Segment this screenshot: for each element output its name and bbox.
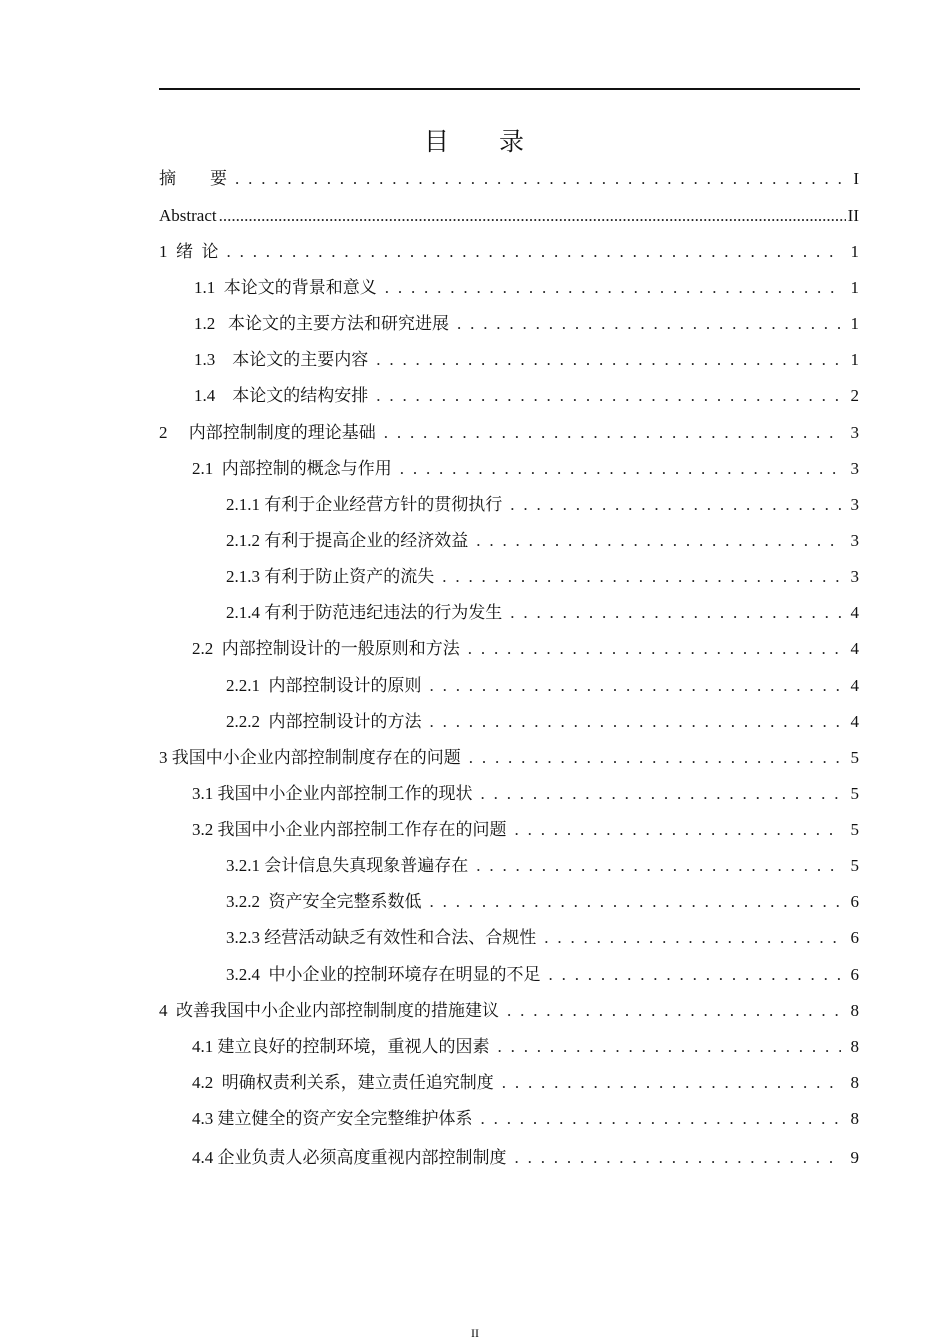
toc-entry-abstract-en[interactable] (159, 204, 859, 228)
toc-label: 3.2.3 经营活动缺乏有效性和合法、合规性 (226, 928, 537, 947)
toc-entry-2-1[interactable] (192, 457, 859, 481)
toc-page: 8 (850, 1037, 859, 1056)
toc-entry-4-1[interactable] (192, 1035, 859, 1059)
page-number-footer: II (471, 1326, 479, 1340)
toc-leader (376, 384, 841, 408)
toc-leader (498, 1035, 842, 1059)
toc-page: 9 (850, 1148, 859, 1167)
toc-label: Abstract (159, 206, 217, 225)
toc-leader (549, 963, 842, 987)
toc-page: 1 (850, 278, 859, 297)
toc-page: 5 (850, 856, 859, 875)
toc-leader (515, 1146, 842, 1170)
toc-leader (544, 926, 841, 950)
toc-leader (507, 999, 841, 1023)
toc-page: 1 (850, 350, 859, 369)
toc-leader (384, 421, 841, 445)
toc-leader (430, 890, 842, 914)
toc-entry-3-2[interactable] (192, 818, 859, 842)
toc-entry-3-2-1[interactable] (226, 854, 859, 878)
toc-page: 3 (850, 459, 859, 478)
toc-leader (476, 854, 841, 878)
toc-label: 4 改善我国中小企业内部控制制度的措施建议 (159, 1001, 499, 1020)
toc-page: 6 (850, 928, 859, 947)
toc-entry-abstract-cn[interactable] (159, 167, 859, 191)
toc-leader (481, 1107, 842, 1131)
toc-entry-4-3[interactable] (192, 1107, 859, 1131)
toc-label: 2.2 内部控制设计的一般原则和方法 (192, 639, 460, 658)
toc-leader (502, 1071, 841, 1095)
toc-page: 3 (850, 495, 859, 514)
toc-page: 1 (850, 314, 859, 333)
title-char-1: 目 (423, 129, 451, 156)
toc-entry-2-1-2[interactable] (226, 529, 859, 553)
toc-entry-2-2-1[interactable] (226, 674, 859, 698)
toc-label: 2.1.1 有利于企业经营方针的贯彻执行 (226, 495, 503, 514)
toc-leader (430, 710, 842, 734)
toc-leader (227, 240, 842, 264)
toc-page: 3 (850, 423, 859, 442)
toc-page: 1 (850, 242, 859, 261)
toc-page: 3 (850, 531, 859, 550)
toc-label: 4.1 建立良好的控制环境，重视人的因素 (192, 1037, 490, 1056)
toc-label: 3.1 我国中小企业内部控制工作的现状 (192, 784, 473, 803)
toc-label: 2.2.1 内部控制设计的原则 (226, 676, 422, 695)
toc-page: 8 (850, 1109, 859, 1128)
toc-label: 3.2.1 会计信息失真现象普遍存在 (226, 856, 469, 875)
toc-page: 4 (850, 603, 859, 622)
toc-leader (235, 167, 841, 191)
toc-label: 2.1.4 有利于防范违纪违法的行为发生 (226, 603, 503, 622)
toc-leader (515, 818, 842, 842)
toc-label: 3.2.4 中小企业的控制环境存在明显的不足 (226, 965, 541, 984)
toc-leader (400, 457, 841, 481)
toc-entry-2-1-3[interactable] (226, 565, 859, 589)
toc-leader (469, 746, 841, 770)
toc-label: 1.3 本论文的主要内容 (194, 350, 369, 369)
toc-page: 4 (850, 712, 859, 731)
toc-entry-1-3[interactable] (194, 348, 859, 372)
toc-entry-1[interactable] (159, 240, 859, 264)
toc-entry-3-2-3[interactable] (226, 926, 859, 950)
toc-entry-4-4[interactable] (192, 1146, 859, 1170)
toc-label: 4.3 建立健全的资产安全完整维护体系 (192, 1109, 473, 1128)
toc-page: 5 (850, 748, 859, 767)
toc-entry-3-1[interactable] (192, 782, 859, 806)
toc-page: 2 (850, 386, 859, 405)
header-rule (159, 88, 860, 90)
toc-label: 2 内部控制制度的理论基础 (159, 423, 376, 442)
toc-label: 1.2 本论文的主要方法和研究进展 (194, 314, 449, 333)
toc-page: I (853, 169, 859, 188)
page-title (0, 122, 950, 158)
toc-entry-3-2-2[interactable] (226, 890, 859, 914)
toc-leader (468, 637, 841, 661)
toc-label: 2.1 内部控制的概念与作用 (192, 459, 392, 478)
toc-label: 3.2.2 资产安全完整系数低 (226, 892, 422, 911)
toc-leader (430, 674, 842, 698)
toc-label: 2.2.2 内部控制设计的方法 (226, 712, 422, 731)
toc-label: 4.2 明确权责利关系，建立责任追究制度 (192, 1073, 494, 1092)
toc-label: 4.4 企业负责人必须高度重视内部控制制度 (192, 1148, 507, 1167)
toc-entry-4-2[interactable] (192, 1071, 859, 1095)
toc-leader (510, 493, 841, 517)
toc-entry-2-2-2[interactable] (226, 710, 859, 734)
toc-page: 5 (850, 784, 859, 803)
toc-leader (510, 601, 841, 625)
toc-leader (219, 204, 846, 228)
toc-entry-1-2[interactable] (194, 312, 859, 336)
toc-label: 1.1 本论文的背景和意义 (194, 278, 377, 297)
toc-leader (376, 348, 841, 372)
toc-page: 4 (850, 639, 859, 658)
toc-entry-2-2[interactable] (192, 637, 859, 661)
toc-page: 8 (850, 1001, 859, 1020)
toc-label: 3.2 我国中小企业内部控制工作存在的问题 (192, 820, 507, 839)
toc-label: 2.1.3 有利于防止资产的流失 (226, 567, 435, 586)
toc-label: 1 绪 论 (159, 242, 219, 261)
toc-entry-2[interactable] (159, 421, 859, 445)
toc-label: 1.4 本论文的结构安排 (194, 386, 369, 405)
toc-page: II (847, 206, 859, 225)
title-char-2: 录 (499, 129, 527, 156)
toc-entry-4[interactable] (159, 999, 859, 1023)
toc-page: 5 (850, 820, 859, 839)
toc-entry-3[interactable] (159, 746, 859, 770)
toc-leader (476, 529, 841, 553)
toc-label: 3 我国中小企业内部控制制度存在的问题 (159, 748, 461, 767)
toc-page: 8 (850, 1073, 859, 1092)
toc-leader (385, 276, 841, 300)
toc-page: 6 (850, 965, 859, 984)
toc-page: 6 (850, 892, 859, 911)
toc-label: 摘 要 (159, 169, 227, 188)
toc-page: 4 (850, 676, 859, 695)
toc-entry-2-1-4[interactable] (226, 601, 859, 625)
toc-entry-1-4[interactable] (194, 384, 859, 408)
toc-entry-3-2-4[interactable] (226, 963, 859, 987)
toc-leader (457, 312, 841, 336)
toc-page: 3 (850, 567, 859, 586)
toc-entry-1-1[interactable] (194, 276, 859, 300)
toc-leader (481, 782, 842, 806)
toc-leader (442, 565, 841, 589)
toc-entry-2-1-1[interactable] (226, 493, 859, 517)
toc-label: 2.1.2 有利于提高企业的经济效益 (226, 531, 469, 550)
